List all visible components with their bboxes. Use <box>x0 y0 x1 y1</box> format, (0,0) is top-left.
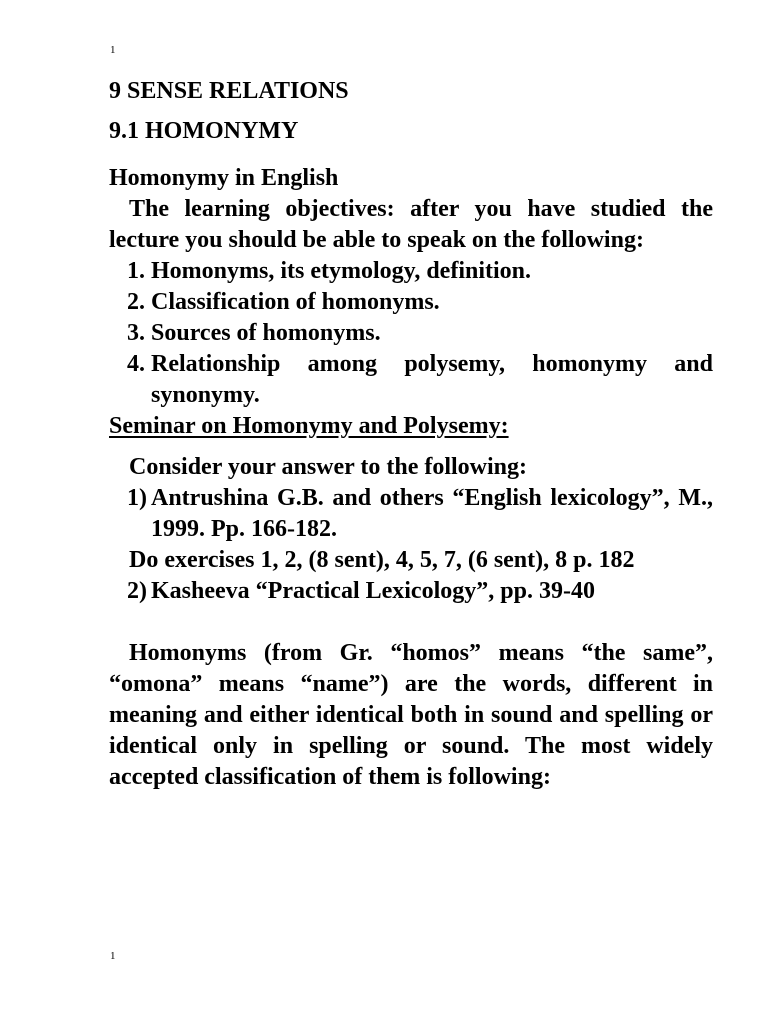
list-item <box>109 318 713 349</box>
seminar-heading: Seminar on Homonymy and Polysemy: <box>109 413 509 439</box>
section-title: 9.1 HOMONYMY <box>109 118 299 144</box>
list-item-text: Homonyms, its etymology, definition. <box>151 258 532 284</box>
exercises-line: Do exercises 1, 2, (8 sent), 4, 5, 7, (6 sent), 8 p. 182 <box>129 547 635 573</box>
list-item <box>109 256 713 287</box>
blank-line <box>109 607 713 638</box>
list-item <box>109 349 713 411</box>
list-item-text: Sources of homonyms. <box>151 320 381 346</box>
list-item-number: 1. <box>127 258 145 284</box>
list-item-number: 2. <box>127 289 145 315</box>
page-number-bottom: 1 <box>110 950 116 962</box>
page-number-top: 1 <box>110 44 116 56</box>
page-content <box>109 76 713 793</box>
list-item-number: 3. <box>127 320 145 346</box>
list-item-text: Classification of homonyms. <box>151 289 440 315</box>
objectives-intro: The learning objectives: after you have studied the lecture you should be able to speak on the following: <box>109 196 713 253</box>
consider-line: Consider your answer to the following: <box>129 454 528 480</box>
list-item-text: Relationship among polysemy, homonymy and synonymy. <box>151 351 713 408</box>
objectives-list <box>109 256 713 411</box>
list-item <box>109 576 713 607</box>
list-item-number: 1) <box>127 485 147 511</box>
section-heading: Homonymy in English <box>109 165 339 191</box>
list-item-number: 4. <box>127 351 145 377</box>
reading-list-2 <box>109 576 713 607</box>
list-item-number: 2) <box>127 578 147 604</box>
list-item-text: Antrushina G.B. and others “English lexicology”, M., 1999. Pp. 166-182. <box>151 485 713 542</box>
definition-paragraph: Homonyms (from Gr. “homos” means “the same”, “omona” means “name”) are the words, different in meaning and either identical both in sound and spelling or identical only in spelling or sound. The most widely accepted classification of them is following: <box>109 640 713 790</box>
list-item-text: Kasheeva “Practical Lexicology”, pp. 39-40 <box>151 578 595 604</box>
list-item <box>109 287 713 318</box>
chapter-title: 9 SENSE RELATIONS <box>109 78 349 104</box>
list-item <box>109 483 713 545</box>
reading-list-1 <box>109 483 713 545</box>
